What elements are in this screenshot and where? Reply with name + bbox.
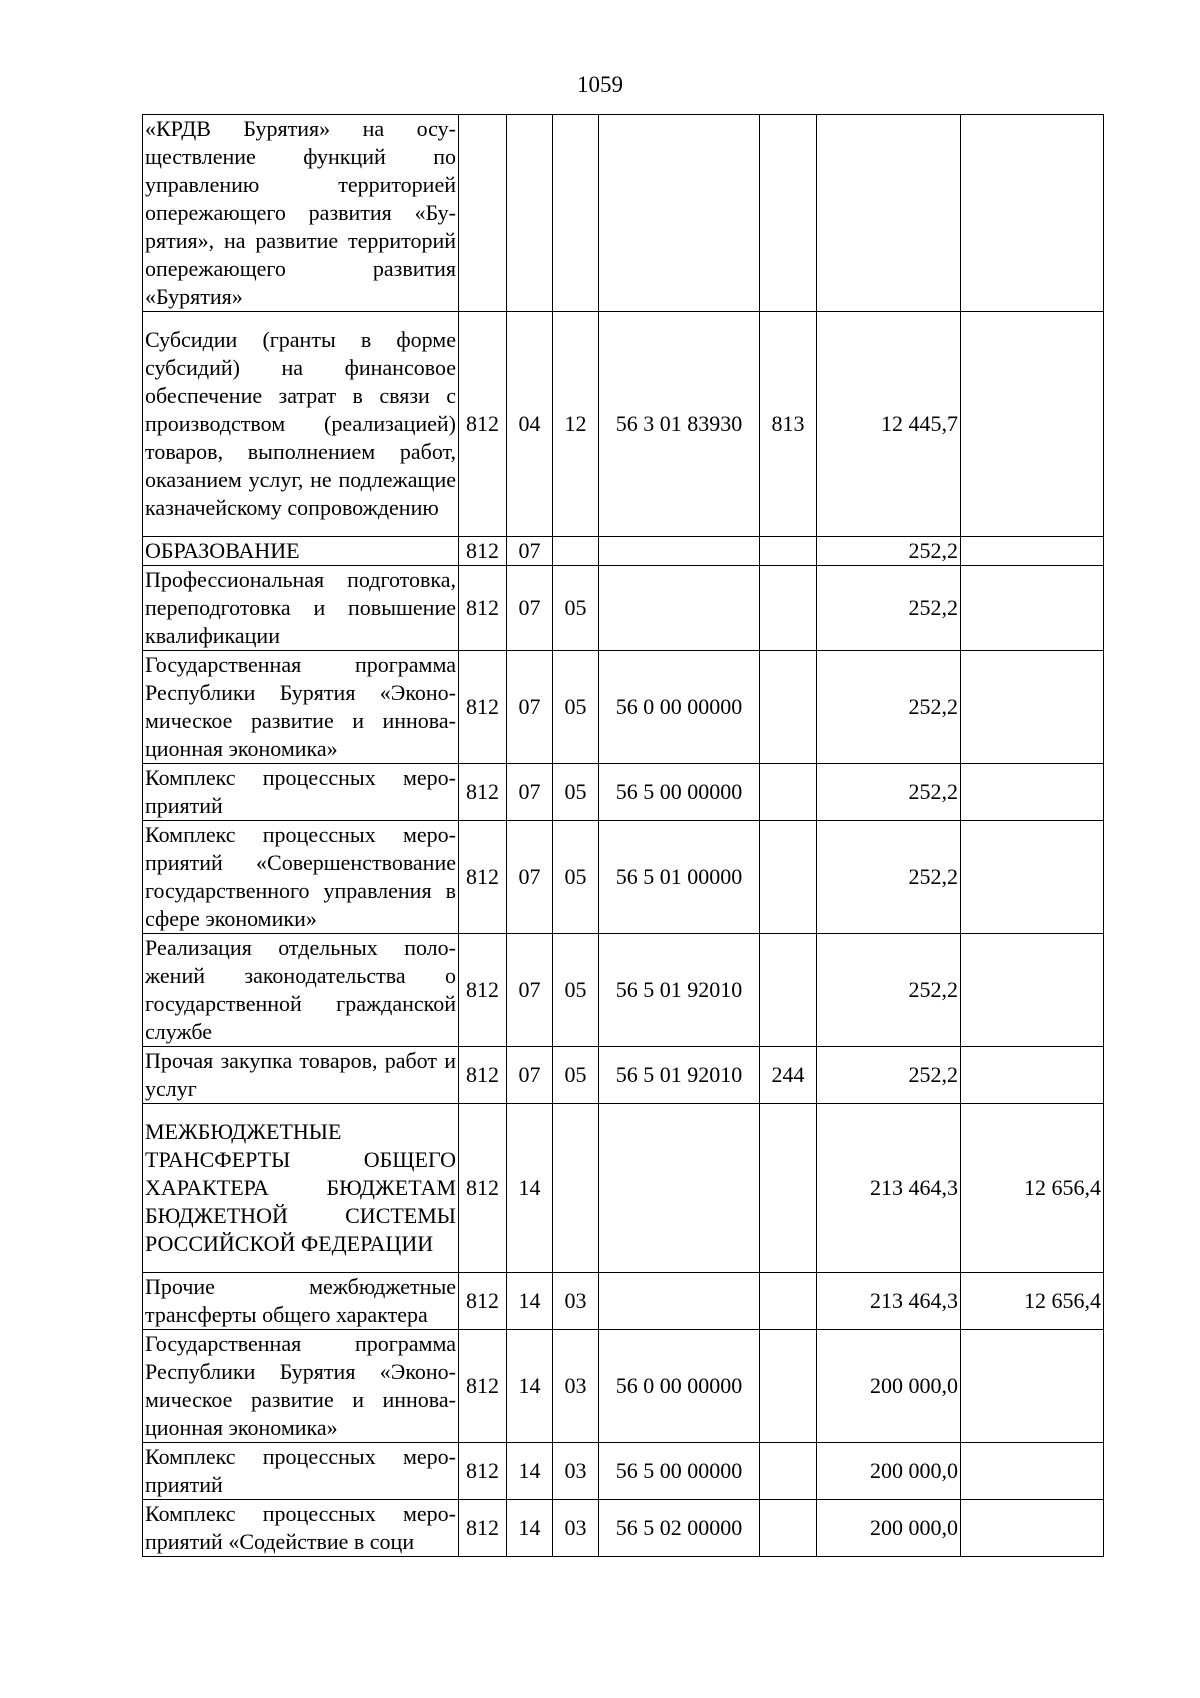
section-code-cell: 07 [507, 934, 553, 1047]
page-number: 1059 [577, 72, 623, 97]
subsection-code-cell [553, 115, 599, 312]
amount-secondary-cell [961, 1443, 1104, 1500]
row-name-cell: Реализация отдельных положений законодательства о государственной гражданской службе [143, 934, 459, 1047]
amount-cell: 200 000,0 [817, 1500, 961, 1557]
subsection-code-cell [553, 1104, 599, 1273]
row-name-cell: Государственная программа Республики Бурятия «Экономическое развитие и инновационная экономика» [143, 651, 459, 764]
row-name-cell: Субсидии (гранты в форме субсидий) на финансовое обеспечение затрат в связи с производством (реализацией) товаров, выполнением работ, оказанием услуг, не подлежащие казначейскому сопровождению [143, 312, 459, 537]
expense-type-cell [760, 115, 817, 312]
expense-type-cell [760, 537, 817, 566]
amount-cell: 252,2 [817, 537, 961, 566]
admin-code-cell: 812 [459, 312, 507, 537]
row-name-cell: Государственная программа Республики Бурятия «Экономическое развитие и инновационная экономика» [143, 1330, 459, 1443]
subsection-code-cell: 03 [553, 1273, 599, 1330]
row-name-cell: Комплекс процессных мероприятий «Содействие в соци [143, 1500, 459, 1557]
section-code-cell: 14 [507, 1500, 553, 1557]
row-name-cell: Прочие межбюджетные трансферты общего характера [143, 1273, 459, 1330]
section-code-cell: 14 [507, 1330, 553, 1443]
table-row [143, 537, 1104, 566]
amount-cell: 252,2 [817, 764, 961, 821]
budget-table [142, 114, 1104, 1557]
admin-code-cell: 812 [459, 764, 507, 821]
expense-type-cell: 813 [760, 312, 817, 537]
amount-secondary-cell [961, 312, 1104, 537]
table-row [143, 651, 1104, 764]
amount-cell: 200 000,0 [817, 1443, 961, 1500]
target-article-cell [599, 115, 760, 312]
amount-cell: 252,2 [817, 566, 961, 651]
table-row [143, 1047, 1104, 1104]
subsection-code-cell [553, 537, 599, 566]
section-code-cell: 14 [507, 1443, 553, 1500]
subsection-code-cell: 12 [553, 312, 599, 537]
subsection-code-cell: 05 [553, 651, 599, 764]
admin-code-cell: 812 [459, 821, 507, 934]
section-code-cell: 07 [507, 764, 553, 821]
section-code-cell: 07 [507, 537, 553, 566]
amount-cell [817, 115, 961, 312]
expense-type-cell [760, 1500, 817, 1557]
admin-code-cell: 812 [459, 1330, 507, 1443]
subsection-code-cell: 03 [553, 1443, 599, 1500]
table-row [143, 312, 1104, 537]
table-body [143, 115, 1104, 1557]
subsection-code-cell: 05 [553, 1047, 599, 1104]
target-article-cell: 56 5 02 00000 [599, 1500, 760, 1557]
target-article-cell: 56 5 01 92010 [599, 934, 760, 1047]
amount-cell: 213 464,3 [817, 1273, 961, 1330]
target-article-cell: 56 0 00 00000 [599, 1330, 760, 1443]
table-row [143, 1443, 1104, 1500]
admin-code-cell: 812 [459, 1047, 507, 1104]
admin-code-cell: 812 [459, 1443, 507, 1500]
target-article-cell: 56 5 01 92010 [599, 1047, 760, 1104]
target-article-cell: 56 3 01 83930 [599, 312, 760, 537]
target-article-cell [599, 1104, 760, 1273]
admin-code-cell: 812 [459, 1104, 507, 1273]
expense-type-cell [760, 651, 817, 764]
expense-type-cell [760, 821, 817, 934]
amount-secondary-cell: 12 656,4 [961, 1104, 1104, 1273]
section-code-cell: 07 [507, 1047, 553, 1104]
admin-code-cell [459, 115, 507, 312]
table-row [143, 821, 1104, 934]
amount-cell: 213 464,3 [817, 1104, 961, 1273]
row-name-cell: МЕЖБЮДЖЕТНЫЕ ТРАНСФЕРТЫ ОБЩЕГО ХАРАКТЕРА БЮДЖЕТАМ БЮДЖЕТНОЙ СИСТЕМЫ РОССИЙСКОЙ ФЕДЕРАЦИИ [143, 1104, 459, 1273]
subsection-code-cell: 05 [553, 764, 599, 821]
amount-secondary-cell [961, 115, 1104, 312]
subsection-code-cell: 03 [553, 1500, 599, 1557]
amount-secondary-cell [961, 1330, 1104, 1443]
table-row [143, 1104, 1104, 1273]
row-name-cell: Комплекс процессных мероприятий [143, 764, 459, 821]
row-name-cell: Прочая закупка товаров, работ и услуг [143, 1047, 459, 1104]
expense-type-cell [760, 764, 817, 821]
table-row [143, 764, 1104, 821]
amount-cell: 200 000,0 [817, 1330, 961, 1443]
target-article-cell [599, 566, 760, 651]
amount-secondary-cell: 12 656,4 [961, 1273, 1104, 1330]
table-row [143, 1500, 1104, 1557]
section-code-cell: 14 [507, 1104, 553, 1273]
row-name-cell: Профессиональная подготовка, переподготовка и повышение квалификации [143, 566, 459, 651]
table-row [143, 934, 1104, 1047]
amount-secondary-cell [961, 537, 1104, 566]
admin-code-cell: 812 [459, 934, 507, 1047]
expense-type-cell [760, 1330, 817, 1443]
admin-code-cell: 812 [459, 566, 507, 651]
section-code-cell: 07 [507, 651, 553, 764]
target-article-cell [599, 537, 760, 566]
admin-code-cell: 812 [459, 651, 507, 764]
target-article-cell: 56 5 00 00000 [599, 764, 760, 821]
expense-type-cell [760, 1443, 817, 1500]
target-article-cell: 56 0 00 00000 [599, 651, 760, 764]
section-code-cell: 07 [507, 566, 553, 651]
subsection-code-cell: 05 [553, 566, 599, 651]
amount-cell: 252,2 [817, 821, 961, 934]
amount-secondary-cell [961, 1047, 1104, 1104]
target-article-cell [599, 1273, 760, 1330]
table-row [143, 566, 1104, 651]
expense-type-cell [760, 1104, 817, 1273]
amount-secondary-cell [961, 1500, 1104, 1557]
expense-type-cell: 244 [760, 1047, 817, 1104]
row-name-cell: Комплекс процессных мероприятий «Совершенствование государственного управления в сфере экономики» [143, 821, 459, 934]
amount-secondary-cell [961, 651, 1104, 764]
admin-code-cell: 812 [459, 1500, 507, 1557]
target-article-cell: 56 5 00 00000 [599, 1443, 760, 1500]
expense-type-cell [760, 1273, 817, 1330]
subsection-code-cell: 05 [553, 821, 599, 934]
row-name-cell: Комплекс процессных мероприятий [143, 1443, 459, 1500]
expense-type-cell [760, 934, 817, 1047]
expense-type-cell [760, 566, 817, 651]
table-row [143, 1273, 1104, 1330]
amount-cell: 12 445,7 [817, 312, 961, 537]
target-article-cell: 56 5 01 00000 [599, 821, 760, 934]
section-code-cell: 04 [507, 312, 553, 537]
amount-secondary-cell [961, 934, 1104, 1047]
section-code-cell: 07 [507, 821, 553, 934]
amount-cell: 252,2 [817, 651, 961, 764]
amount-cell: 252,2 [817, 1047, 961, 1104]
amount-secondary-cell [961, 764, 1104, 821]
subsection-code-cell: 05 [553, 934, 599, 1047]
table-row [143, 1330, 1104, 1443]
admin-code-cell: 812 [459, 1273, 507, 1330]
section-code-cell: 14 [507, 1273, 553, 1330]
row-name-cell: ОБРАЗОВАНИЕ [143, 537, 459, 566]
subsection-code-cell: 03 [553, 1330, 599, 1443]
amount-secondary-cell [961, 566, 1104, 651]
section-code-cell [507, 115, 553, 312]
admin-code-cell: 812 [459, 537, 507, 566]
amount-secondary-cell [961, 821, 1104, 934]
amount-cell: 252,2 [817, 934, 961, 1047]
table-row [143, 115, 1104, 312]
row-name-cell: «КРДВ Бурятия» на осуществление функций по управлению территорией опережающего развития «Бурятия», на развитие территорий опережающего развития «Бурятия» [143, 115, 459, 312]
